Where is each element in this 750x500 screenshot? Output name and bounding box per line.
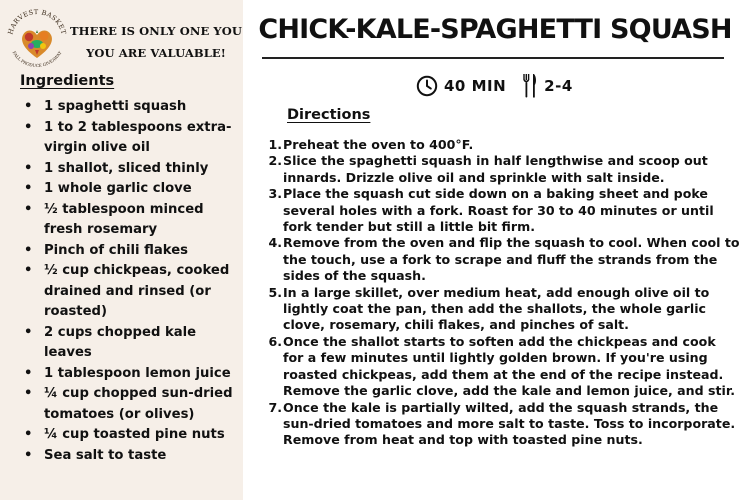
step-number: 3. <box>268 186 282 202</box>
step-text: Slice the spaghetti squash in half lengthwise and scoop out innards. Drizzle olive oil and sprinkle with salt inside. <box>283 153 708 185</box>
title-divider <box>262 57 724 59</box>
ingredient-item: • ½ cup chickpeas, cooked drained and rinsed (or roasted) <box>44 261 240 323</box>
servings: 2-4 <box>544 77 573 95</box>
ingredient-item: • ¼ cup toasted pine nuts <box>44 425 240 446</box>
step-number: 6. <box>268 333 282 349</box>
tagline-line-1: THERE IS ONLY ONE YOU <box>70 24 242 38</box>
heart-produce-logo <box>4 6 70 72</box>
direction-step <box>264 137 740 153</box>
step-text: Preheat the oven to 400°F. <box>283 137 474 152</box>
ingredient-item: • 1 tablespoon lemon juice <box>44 364 240 385</box>
ingredient-item: • 1 to 2 tablespoons extra-virgin olive oil <box>44 118 240 159</box>
direction-step <box>264 400 740 449</box>
step-text: Place the squash cut side down on a baking sheet and poke several holes with a fork. Roast for 30 to 40 minutes or until fork tender but still a little bit firm. <box>283 186 714 235</box>
step-number: 4. <box>268 235 282 251</box>
recipe-title: CHICK-KALE-SPAGHETTI SQUASH <box>258 14 732 45</box>
step-text: Once the kale is partially wilted, add the squash strands, the sun-dried tomatoes and more salt to taste. Toss to incorporate. Remove from heat and top with toasted pine nuts. <box>283 399 736 448</box>
cook-time: 40 MIN <box>444 77 507 95</box>
ingredient-item: • 2 cups chopped kale leaves <box>44 323 240 364</box>
ingredient-item: • ¼ cup chopped sun-dried tomatoes (or olives) <box>44 384 240 425</box>
tagline <box>70 20 242 64</box>
step-number: 7. <box>268 399 282 415</box>
tagline-line-2: YOU ARE VALUABLE! <box>86 46 226 60</box>
ingredient-item: • 1 spaghetti squash <box>44 97 240 118</box>
ingredients-heading: Ingredients <box>20 73 115 89</box>
step-text: In a large skillet, over medium heat, add enough olive oil to lightly coat the pan, then add the shallots, the whole garlic clove, rosemary, chili flakes, and pinches of salt. <box>283 284 710 333</box>
ingredient-item: • Pinch of chili flakes <box>44 241 240 262</box>
ingredient-item: • Sea salt to taste <box>44 446 240 467</box>
step-text: Remove from the oven and flip the squash to cool. When cool to the touch, use a fork to scrape and fluff the strands from the sides of the squash. <box>283 235 740 284</box>
recipe-meta <box>416 73 573 99</box>
direction-step <box>264 285 740 334</box>
directions-heading: Directions <box>287 107 371 123</box>
step-number: 2. <box>268 153 282 169</box>
direction-step <box>264 186 740 235</box>
ingredient-item: • ½ tablespoon minced fresh rosemary <box>44 200 240 241</box>
ingredients-list <box>44 97 240 466</box>
fork-knife-icon <box>522 73 538 99</box>
step-number: 5. <box>268 284 282 300</box>
directions-list <box>264 137 740 449</box>
ingredients-sidebar <box>0 0 243 500</box>
ingredient-item: • 1 whole garlic clove <box>44 179 240 200</box>
step-text: Once the shallot starts to soften add the chickpeas and cook for a few minutes until lightly golden brown. If you're using roasted chickpeas, add them at the end of the recipe instead. Remove the garlic clove, add the kale and lemon juice, and stir. <box>283 333 736 399</box>
direction-step <box>264 235 740 284</box>
direction-step <box>264 334 740 400</box>
logo-text-top: HARVEST BASKET <box>6 7 68 36</box>
clock-icon <box>416 75 438 97</box>
heart-produce-logo-graphic <box>4 6 70 72</box>
direction-step <box>264 153 740 186</box>
logo-text-bottom: FALL PRODUCE GIVEAWAY <box>11 50 63 69</box>
ingredient-item: • 1 shallot, sliced thinly <box>44 159 240 180</box>
step-number: 1. <box>268 137 282 152</box>
